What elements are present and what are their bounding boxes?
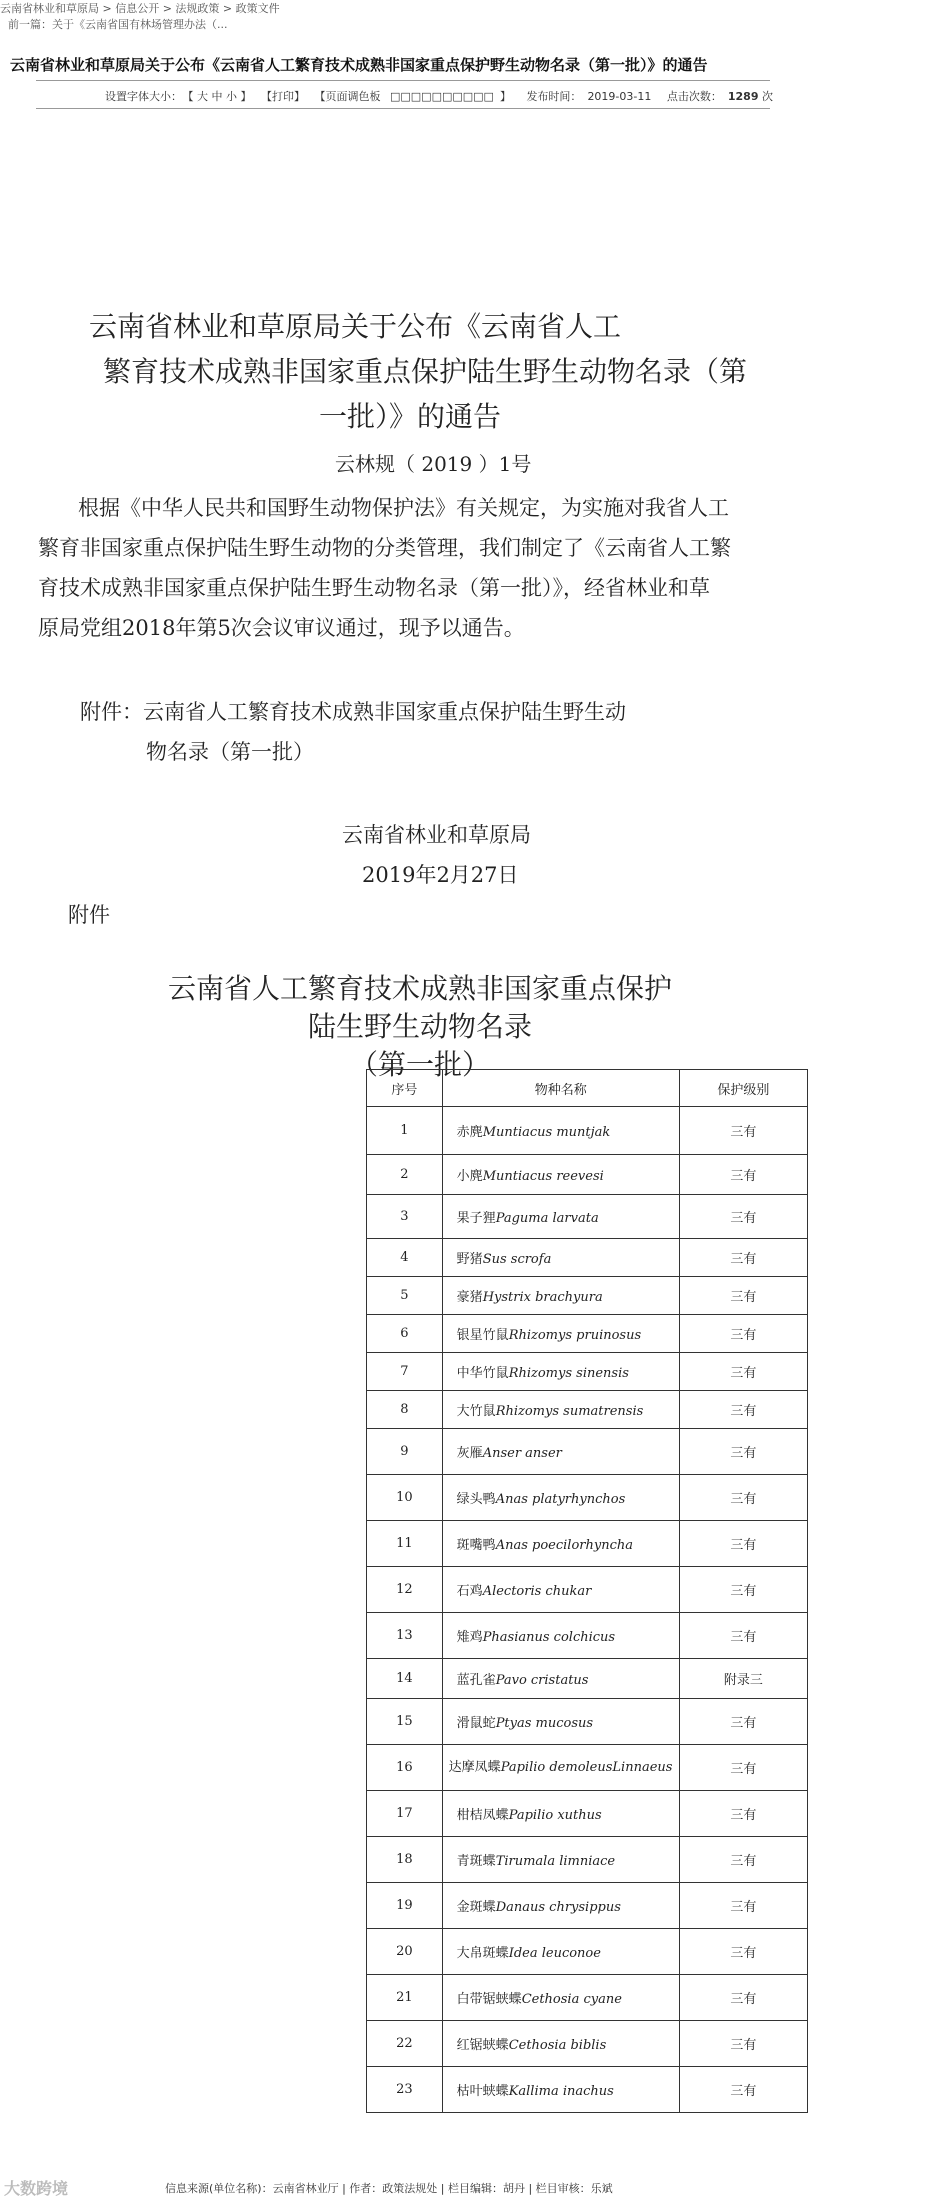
row-number: 7 <box>367 1353 443 1391</box>
protection-level: 三有 <box>679 1791 807 1837</box>
attachment-title-line-2: 陆生野生动物名录 <box>307 1010 532 1043</box>
protection-level: 三有 <box>679 1277 807 1315</box>
species-latin-name: Hystrix brachyura <box>482 1290 603 1305</box>
species-name <box>442 2021 679 2067</box>
species-name <box>442 1353 679 1391</box>
table-row <box>367 1353 808 1391</box>
row-number: 22 <box>367 2021 443 2067</box>
title-divider <box>36 80 770 81</box>
publish-time-label: 发布时间： <box>526 90 582 103</box>
species-cn-name: 野猪 <box>456 1252 483 1267</box>
row-number: 13 <box>367 1613 443 1659</box>
table-row <box>367 1155 808 1195</box>
species-cn-name: 滑鼠蛇 <box>456 1716 496 1731</box>
color-palette-label: 【页面调色板 <box>314 90 381 103</box>
species-cn-name: 青斑蝶 <box>456 1854 496 1869</box>
species-latin-name: Cethosia biblis <box>508 2038 607 2053</box>
species-table-body <box>367 1107 808 2113</box>
protection-level: 附录三 <box>679 1659 807 1699</box>
protection-level: 三有 <box>679 1929 807 1975</box>
font-size-label: 设置字体大小： <box>105 90 182 103</box>
watermark-logo: 大数跨境 <box>4 2179 69 2198</box>
header-species: 物种名称 <box>442 1070 679 1107</box>
species-latin-name: Muntiacus reevesi <box>482 1169 604 1184</box>
species-cn-name: 灰雁 <box>456 1446 483 1461</box>
species-cn-name: 斑嘴鸭 <box>456 1538 496 1553</box>
species-name <box>442 1975 679 2021</box>
prev-article-text[interactable]: 前一篇：关于《云南省国有林场管理办法（... <box>8 18 228 31</box>
table-row <box>367 1613 808 1659</box>
species-latin-name: Anser anser <box>482 1446 562 1461</box>
protection-level: 三有 <box>679 1475 807 1521</box>
table-row <box>367 1195 808 1239</box>
species-latin-name: Tirumala limniace <box>495 1854 616 1869</box>
protection-level: 三有 <box>679 1521 807 1567</box>
protection-level: 三有 <box>679 1429 807 1475</box>
table-row <box>367 1929 808 1975</box>
page-title: 云南省林业和草原局关于公布《云南省人工繁育技术成熟非国家重点保护野生动物名录（第一批）》的通告 <box>10 56 708 74</box>
species-name <box>442 1929 679 1975</box>
doc-title-line-3: 一批）》的通告 <box>318 400 501 433</box>
table-row <box>367 1429 808 1475</box>
table-row <box>367 2021 808 2067</box>
font-size-options[interactable]: 【 大 中 小 】 <box>188 90 252 103</box>
attachment-title-line-1: 云南省人工繁育技术成熟非国家重点保护 <box>167 972 672 1005</box>
attachment-label: 附件 <box>68 903 110 927</box>
species-name <box>442 1699 679 1745</box>
header-level: 保护级别 <box>679 1070 807 1107</box>
row-number: 21 <box>367 1975 443 2021</box>
species-latin-name: Papilio xuthus <box>508 1808 602 1823</box>
row-number: 8 <box>367 1391 443 1429</box>
color-palette-swatches[interactable]: □□□□□□□□□□ <box>390 90 494 103</box>
click-count-value: 1289 <box>727 90 759 103</box>
species-name <box>442 1883 679 1929</box>
species-cn-name: 小麂 <box>456 1169 483 1184</box>
species-name <box>442 1745 679 1791</box>
row-number: 23 <box>367 2067 443 2113</box>
species-name <box>442 1791 679 1837</box>
species-name <box>442 1837 679 1883</box>
para-line-3: 育技术成熟非国家重点保护陆生野生动物名录（第一批）》，经省林业和草 <box>38 576 710 600</box>
row-number: 3 <box>367 1195 443 1239</box>
row-number: 18 <box>367 1837 443 1883</box>
species-latin-name: Anas poecilorhyncha <box>495 1538 633 1553</box>
breadcrumb[interactable]: 云南省林业和草原局 > 信息公开 > 法规政策 > 政策文件 <box>0 2 280 15</box>
protection-level: 三有 <box>679 1391 807 1429</box>
doc-title-line-1: 云南省林业和草原局关于公布《云南省人工 <box>88 310 621 343</box>
table-row <box>367 1521 808 1567</box>
color-palette[interactable] <box>315 90 517 103</box>
prev-article-link[interactable] <box>8 16 228 32</box>
table-row <box>367 1239 808 1277</box>
protection-level: 三有 <box>679 1239 807 1277</box>
protection-level: 三有 <box>679 1353 807 1391</box>
species-latin-name: Muntiacus muntjak <box>482 1125 611 1140</box>
protection-level: 三有 <box>679 1745 807 1791</box>
species-name <box>442 2067 679 2113</box>
row-number: 2 <box>367 1155 443 1195</box>
table-row <box>367 1659 808 1699</box>
click-count <box>667 90 779 103</box>
species-latin-name: Papilio demoleusLinnaeus <box>500 1759 673 1775</box>
species-cn-name: 大帛斑蝶 <box>456 1946 509 1961</box>
species-cn-name: 白带锯蛱蝶 <box>456 1992 522 2007</box>
species-latin-name: Cethosia cyane <box>521 1992 622 2007</box>
article-footer: 信息来源(单位名称)：云南省林业厅 | 作者：政策法规处 | 栏目编辑：胡丹 | 栏目审核：乐斌 <box>165 2182 613 2195</box>
species-table <box>366 1069 808 2113</box>
attachment-title <box>130 970 710 1084</box>
species-cn-name: 石鸡 <box>456 1584 483 1599</box>
protection-level: 三有 <box>679 1107 807 1155</box>
publish-time <box>526 90 657 103</box>
attachment-title-line-3: （第一批） <box>349 1048 490 1081</box>
species-name <box>442 1195 679 1239</box>
row-number: 15 <box>367 1699 443 1745</box>
table-row <box>367 1107 808 1155</box>
species-cn-name: 金斑蝶 <box>456 1900 496 1915</box>
row-number: 9 <box>367 1429 443 1475</box>
protection-level: 三有 <box>679 2021 807 2067</box>
color-palette-close: 】 <box>499 90 511 103</box>
table-row <box>367 1567 808 1613</box>
table-row <box>367 2067 808 2113</box>
table-row <box>367 1745 808 1791</box>
table-row <box>367 1699 808 1745</box>
para-line-4: 原局党组2018年第5次会议审议通过，现予以通告。 <box>38 616 525 640</box>
row-number: 4 <box>367 1239 443 1277</box>
species-name <box>442 1659 679 1699</box>
protection-level: 三有 <box>679 1315 807 1353</box>
row-number: 14 <box>367 1659 443 1699</box>
doc-title-line-2: 繁育技术成熟非国家重点保护陆生野生动物名录（第 <box>102 355 747 388</box>
species-latin-name: Phasianus colchicus <box>482 1630 616 1645</box>
row-number: 12 <box>367 1567 443 1613</box>
protection-level: 三有 <box>679 1883 807 1929</box>
table-row <box>367 1791 808 1837</box>
species-latin-name: Sus scrofa <box>482 1252 552 1267</box>
protection-level: 三有 <box>679 1195 807 1239</box>
species-name <box>442 1391 679 1429</box>
species-latin-name: Alectoris chukar <box>482 1584 592 1599</box>
species-cn-name: 银星竹鼠 <box>456 1328 509 1343</box>
species-cn-name: 赤麂 <box>456 1125 483 1140</box>
click-count-label: 点击次数： <box>666 90 722 103</box>
species-cn-name: 豪猪 <box>456 1290 483 1305</box>
toolbar-divider <box>36 108 770 109</box>
table-row <box>367 1277 808 1315</box>
para-line-1: 根据《中华人民共和国野生动物保护法》有关规定，为实施对我省人工 <box>78 496 729 520</box>
issuer: 云南省林业和草原局 <box>342 823 531 847</box>
row-number: 16 <box>367 1745 443 1791</box>
species-name <box>442 1567 679 1613</box>
table-row <box>367 1315 808 1353</box>
row-number: 5 <box>367 1277 443 1315</box>
row-number: 19 <box>367 1883 443 1929</box>
row-number: 17 <box>367 1791 443 1837</box>
protection-level: 三有 <box>679 1613 807 1659</box>
species-cn-name: 中华竹鼠 <box>456 1366 509 1381</box>
species-name <box>442 1277 679 1315</box>
species-name <box>442 1429 679 1475</box>
protection-level: 三有 <box>679 2067 807 2113</box>
row-number: 10 <box>367 1475 443 1521</box>
species-name <box>442 1239 679 1277</box>
protection-level: 三有 <box>679 1837 807 1883</box>
species-name <box>442 1521 679 1567</box>
species-name <box>442 1107 679 1155</box>
species-latin-name: Rhizomys sumatrensis <box>495 1404 644 1419</box>
species-latin-name: Rhizomys sinensis <box>508 1366 629 1381</box>
species-cn-name: 达摩凤蝶 <box>448 1759 501 1775</box>
protection-level: 三有 <box>679 1155 807 1195</box>
protection-level: 三有 <box>679 1567 807 1613</box>
row-number: 11 <box>367 1521 443 1567</box>
species-name <box>442 1155 679 1195</box>
species-latin-name: Danaus chrysippus <box>495 1900 621 1915</box>
species-cn-name: 红锯蛱蝶 <box>456 2038 509 2053</box>
species-name <box>442 1475 679 1521</box>
species-cn-name: 雉鸡 <box>456 1630 483 1645</box>
row-number: 1 <box>367 1107 443 1155</box>
attachment-line-1: 附件：云南省人工繁育技术成熟非国家重点保护陆生野生动 <box>80 700 626 724</box>
species-cn-name: 枯叶蛱蝶 <box>456 2084 509 2099</box>
species-cn-name: 绿头鸭 <box>456 1492 496 1507</box>
species-cn-name: 大竹鼠 <box>456 1404 496 1419</box>
article-toolbar <box>105 88 785 104</box>
protection-level: 三有 <box>679 1699 807 1745</box>
table-header-row <box>367 1070 808 1107</box>
table-row <box>367 1391 808 1429</box>
species-latin-name: Anas platyrhynchos <box>495 1492 626 1507</box>
species-latin-name: Idea leuconoe <box>508 1946 601 1961</box>
doc-number: 云林规（ 2019 ）1号 <box>335 452 532 476</box>
species-latin-name: Kallima inachus <box>508 2084 614 2099</box>
species-latin-name: Paguma larvata <box>495 1211 599 1226</box>
attachment-line-2: 物名录（第一批） <box>146 740 314 764</box>
print-button[interactable]: 【打印】 <box>261 90 305 103</box>
issue-date: 2019年2月27日 <box>362 863 519 887</box>
protection-level: 三有 <box>679 1975 807 2021</box>
row-number: 6 <box>367 1315 443 1353</box>
species-latin-name: Ptyas mucosus <box>495 1716 594 1731</box>
row-number: 20 <box>367 1929 443 1975</box>
header-no: 序号 <box>367 1070 443 1107</box>
click-count-unit: 次 <box>762 90 773 103</box>
species-latin-name: Pavo cristatus <box>495 1673 589 1688</box>
species-name <box>442 1315 679 1353</box>
species-cn-name: 柑桔凤蝶 <box>456 1808 509 1823</box>
table-row <box>367 1837 808 1883</box>
table-row <box>367 1883 808 1929</box>
table-row <box>367 1975 808 2021</box>
species-latin-name: Rhizomys pruinosus <box>508 1328 642 1343</box>
species-cn-name: 果子狸 <box>456 1211 496 1226</box>
para-line-2: 繁育非国家重点保护陆生野生动物的分类管理，我们制定了《云南省人工繁 <box>38 536 731 560</box>
species-name <box>442 1613 679 1659</box>
species-cn-name: 蓝孔雀 <box>456 1673 496 1688</box>
table-row <box>367 1475 808 1521</box>
publish-time-value: 2019-03-11 <box>587 90 652 103</box>
